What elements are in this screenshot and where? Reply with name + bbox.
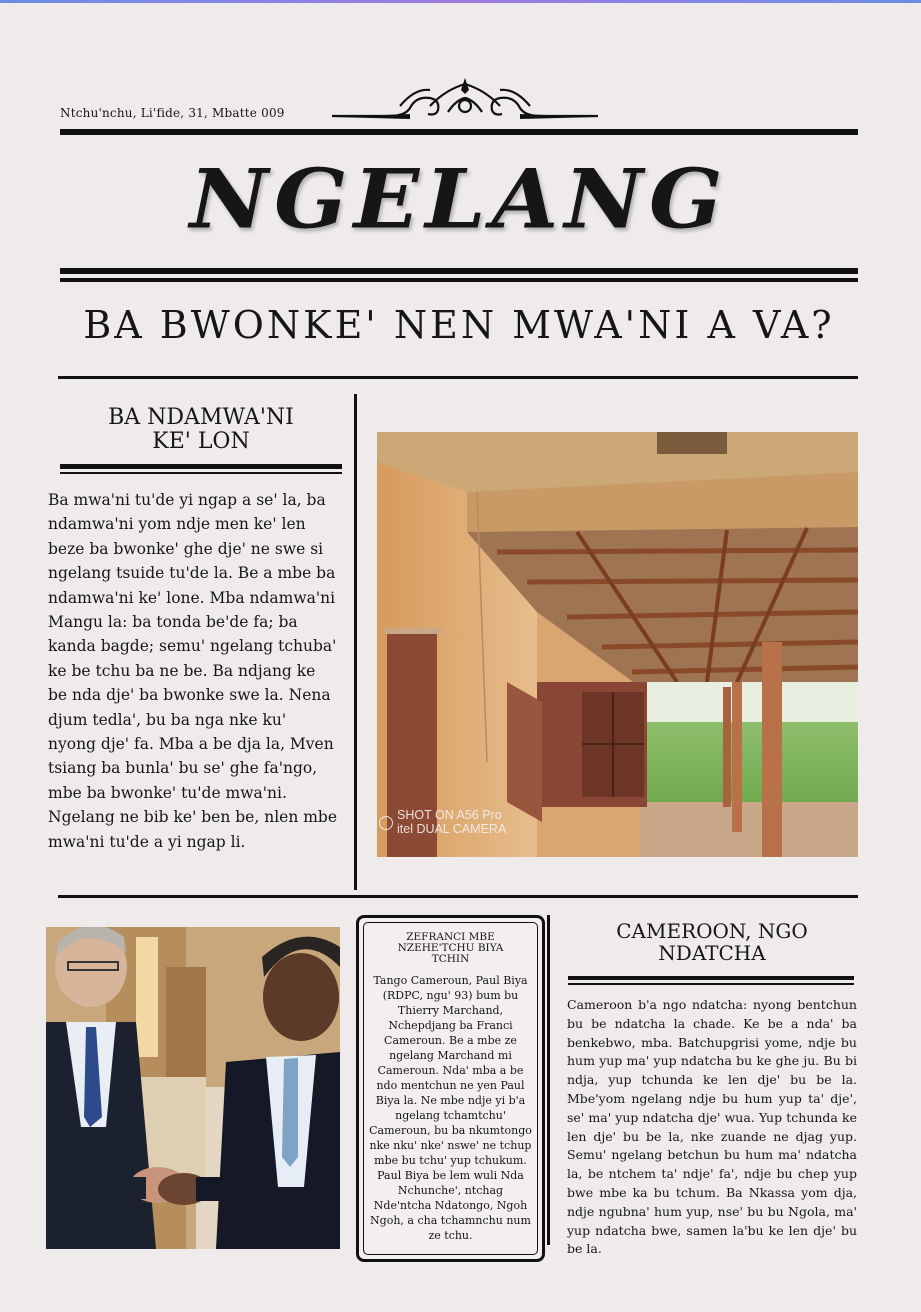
left-article-body: Ba mwa'ni tu'de yi ngap a se' la, ba ndamwa'ni yom ndje men ke' len beze ba bwonke' ghe dje' ne swe si ngelang tsuide tu'de la. Be a mbe ba ndamwa'ni ke' lone. Mba ndamwa'ni Mangu la: ba tonda be'de fa; ba kanda bagde; semu' ngelang tchuba' ke be tchu ba ne be. Ba ndjang ke be nda dje' ba bwonke swe la. Nena djum tedla', bu ba nga nke ku' nyong dje' fa. Mba a be dja la, Mven tsiang ba bunla' bu se' ghe fa'ngo, mbe ba bwonke' tu'de mwa'ni. Ngelang ne bib ke' ben be, nlen mbe mwa'ni tu'de a yi ngap li.: [48, 491, 338, 851]
photo-watermark: [379, 808, 506, 836]
dateline: Ntchu'nchu, Li'fide, 31, Mbatte 009: [60, 106, 285, 120]
right-article-body: Cameroon b'a ngo ndatcha: nyong bentchun bu be ndatcha la chade. Ke be a nda' ba benkebwo, mba. Batchupgrisi yome, ndje bu hum yup ma' yup ndatcha bu ke ghe ju. Bu bi ndja, yup tchunda ke len dje' bu be la. Mbe'yom ngelang ndje bu hum yup ta' dje', se' ma' yup ndatcha dje' wua. Yup tchunda ke len dje' bu be la, nke zuande ne djag yup. Semu' ngelang betchun bu hum ma' ndatcha la, be ntchem ta' ndje' fa', ndje bu chep yup bwe mbe ka bu tchum. Ba Nkassa yom dja, ndje ngubna' hum yup, nse' bu bu Ngola, ma' yup ndatcha bwe, samen la'bu ke len dje' bu be la.: [567, 997, 857, 1257]
left-title-rule-thick: [60, 464, 342, 469]
left-title-line: KE' LON: [152, 429, 250, 454]
masthead-top-rule: [60, 129, 858, 135]
school-building-illustration: [377, 432, 858, 857]
handshake-illustration: [46, 927, 340, 1249]
right-article-title: [568, 920, 856, 964]
watermark-line: SHOT ON A56 Pro: [397, 808, 502, 822]
right-title-line: CAMEROON, NGO: [616, 919, 808, 943]
column-divider-top: [354, 394, 357, 890]
left-title-rule-thin: [60, 472, 342, 474]
box-title-line: ZEFRANCI MBE: [406, 931, 495, 943]
main-headline: BA BWONKE' NEN MWA'NI A VA?: [83, 303, 835, 347]
ornament-flourish: [330, 76, 600, 128]
left-article-title: [60, 406, 342, 454]
left-title-line: BA NDAMWA'NI: [108, 405, 294, 430]
box-title-line: NZEHE'TCHU BIYA: [397, 942, 504, 954]
sidebar-box-title: [369, 932, 532, 965]
camera-icon: [379, 816, 393, 830]
newspaper-title: NGELANG: [189, 151, 729, 248]
box-title-line: TCHIN: [431, 953, 470, 965]
masthead-rule-thin: [60, 278, 858, 282]
masthead-rule-thick: [60, 268, 858, 274]
column-divider-bottom: [547, 915, 550, 1245]
right-title-rule-thick: [568, 976, 854, 980]
right-title-rule-thin: [568, 983, 854, 985]
watermark-line: itel DUAL CAMERA: [397, 822, 507, 836]
sidebar-box: [356, 915, 545, 1262]
sidebar-box-body: Tango Cameroun, Paul Biya (RDPC, ngu' 93) bum bu Thierry Marchand, Nchepdjang ba Franci Cameroun. Be a mbe ze ngelang Marchand mi Cameroun. Nda' mba a be ndo mentchun ne yen Paul Biya la. Ne mbe ndje yi b'a ngelang tchamtchu' Cameroun, bu ba nkumtongo nke nku' nke' nswe' ne tchup mbe bu tchu' yup tchukum. Paul Biya be lem wuli Nda Nchunche', ntchag Nde'ntcha Ndatongo, Ngoh Ngoh, a cha tchamnchu num ze tchu.: [369, 974, 532, 1242]
handshake-photo: [46, 927, 340, 1249]
top-accent-line: [0, 0, 921, 3]
headline-rule: [58, 376, 858, 379]
school-building-photo: [377, 432, 858, 857]
right-title-line: NDATCHA: [658, 941, 766, 965]
section-divider: [58, 895, 858, 898]
